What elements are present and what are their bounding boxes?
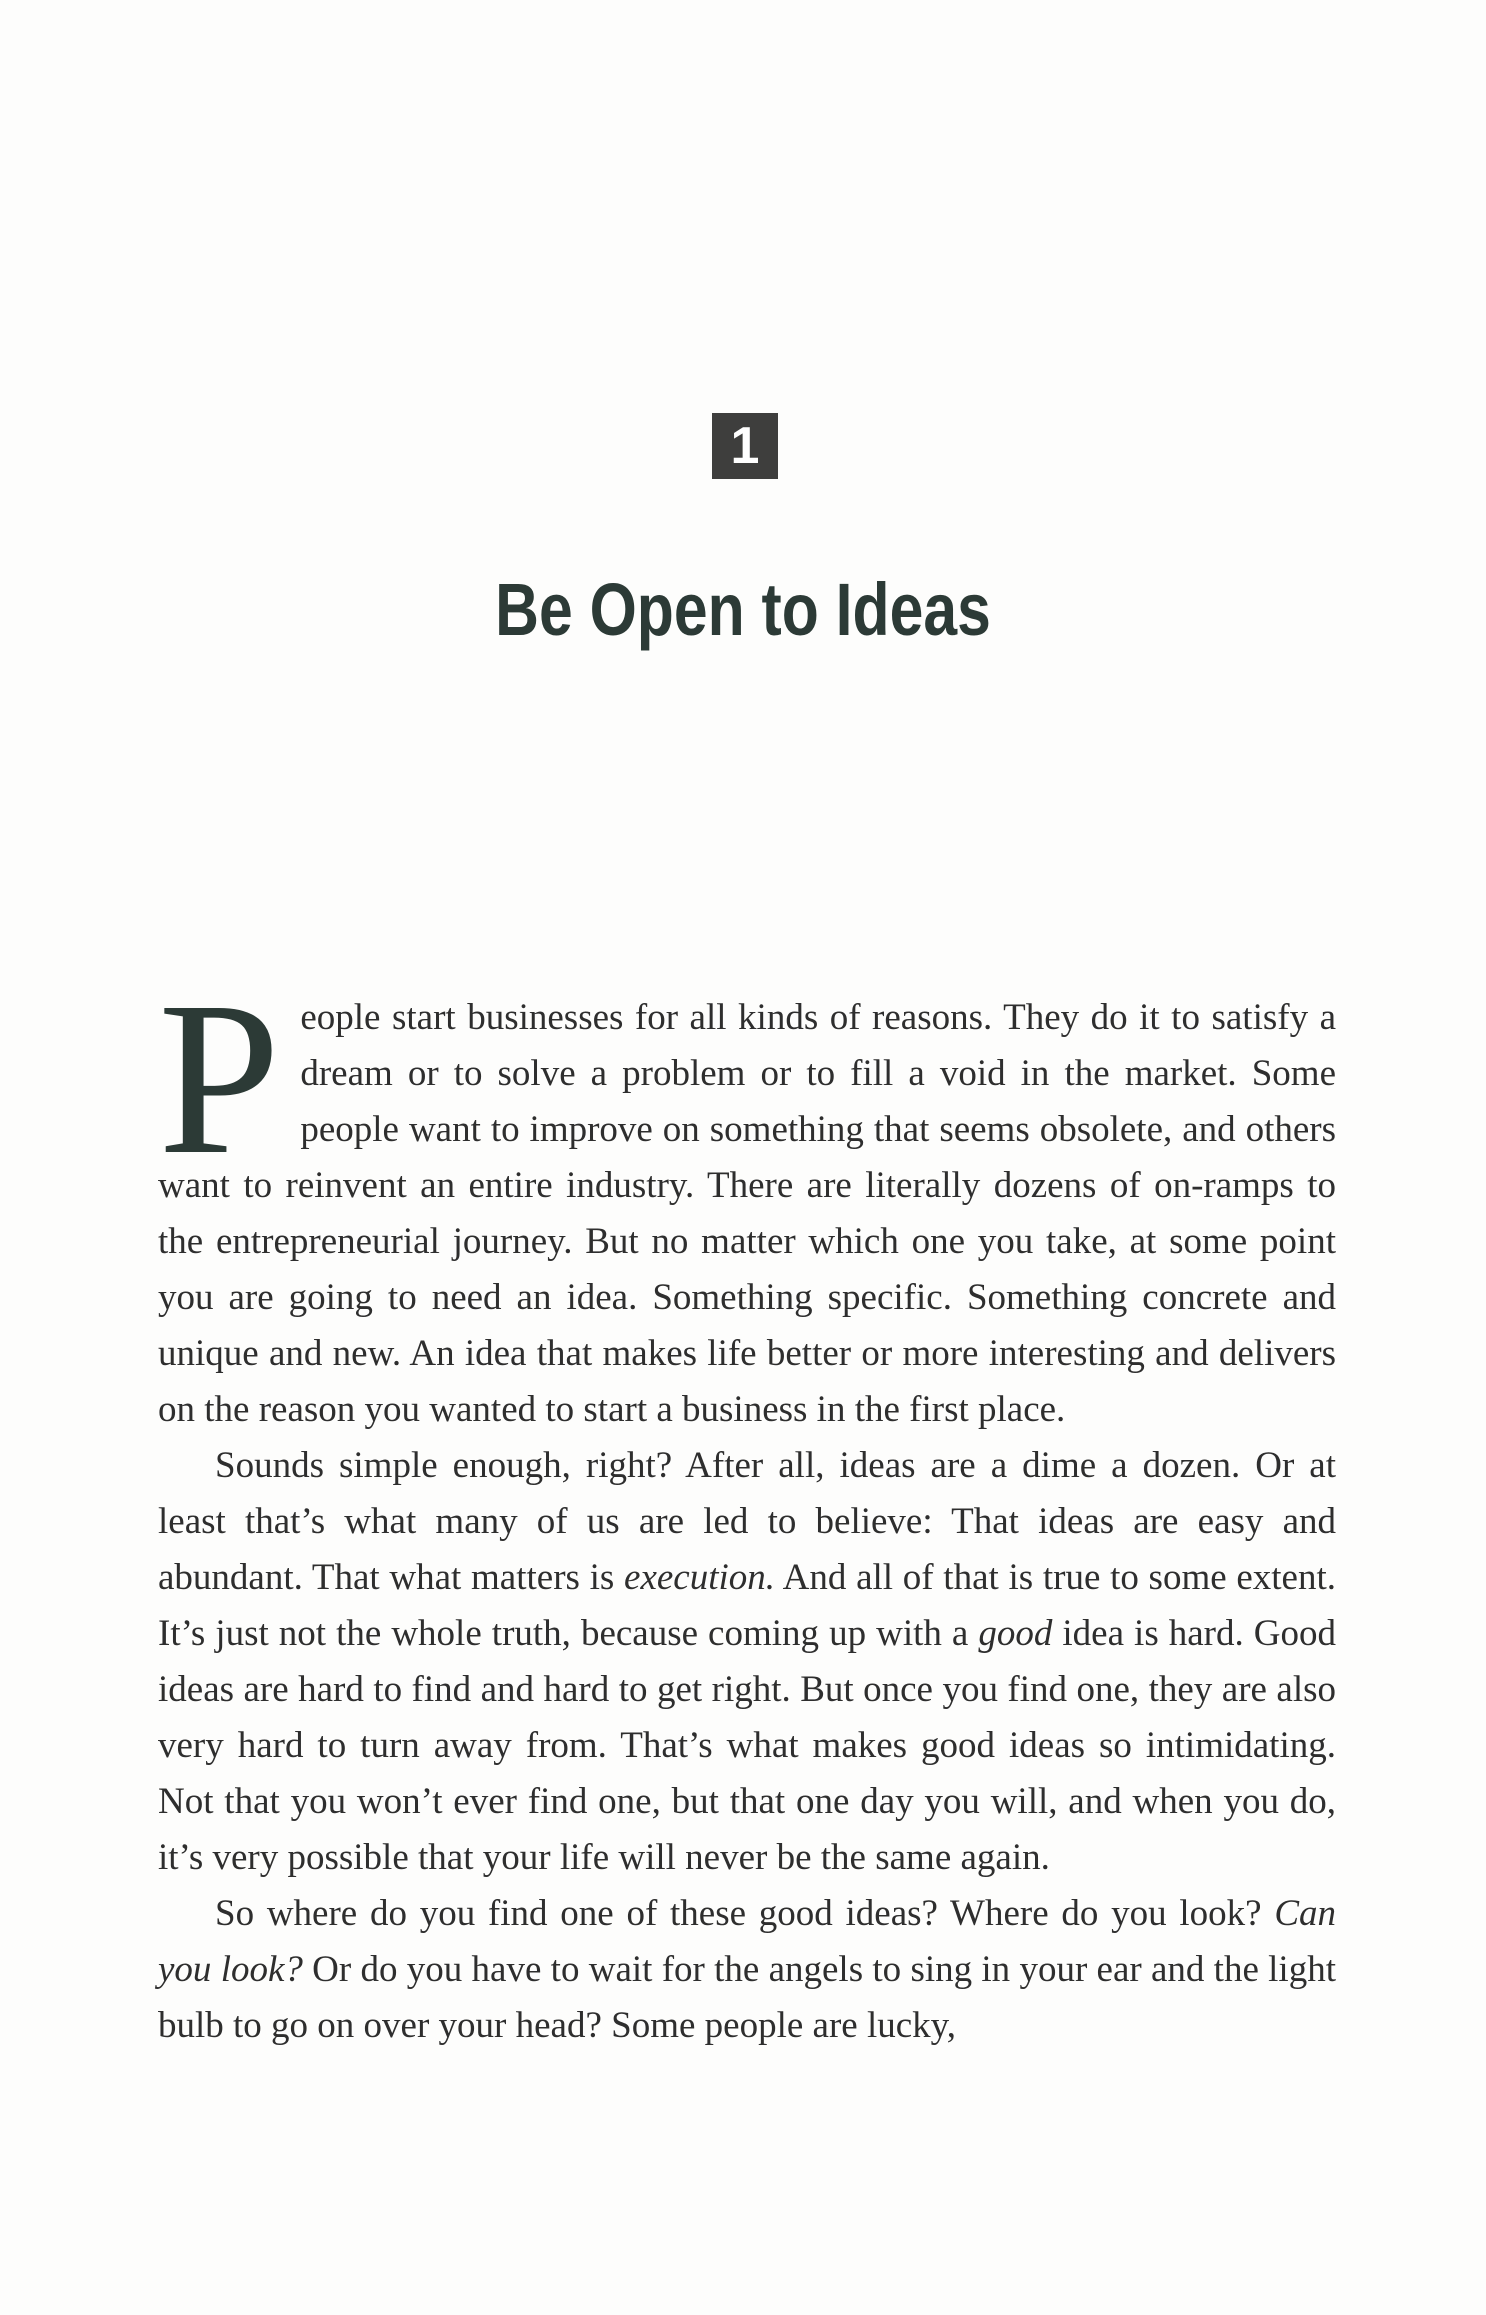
- paragraph-2: [158, 1438, 1336, 1886]
- chapter-title: Be Open to Ideas: [495, 568, 991, 651]
- emphasis-can-you-look: Can you look?: [158, 1893, 1336, 1990]
- body-text: [158, 956, 1337, 2054]
- paragraph-1-text: eople start businesses for all kinds of reasons. They do it to satisfy a dream or to solve a problem or to fill a void in the market. Some people want to improve on something that seems obsolete, and others want to reinvent an entire industry. There are literally dozens of on-ramps to the entrepreneurial journey. But no matter which one you take, at some point you are going to need an idea. Something specific. Something concrete and unique and new. An idea that makes life better or more interesting and delivers on the reason you wanted to start a business in the first place.: [158, 997, 1336, 1430]
- paragraph-3-text-b: Or do you have to wait for the angels to sing in your ear and the light bulb to go on over your head? Some people are lucky,: [158, 1949, 1336, 2046]
- emphasis-execution: execution.: [624, 1557, 776, 1598]
- chapter-number-box: 1: [712, 413, 778, 479]
- paragraph-3: [158, 1886, 1336, 2054]
- drop-cap: P: [158, 956, 281, 1200]
- emphasis-good: good: [978, 1613, 1053, 1654]
- paragraph-2-text-b: And all of that is true to some extent. It’s just not the whole truth, because coming up with a: [158, 1557, 1337, 1654]
- paragraph-2-text-c: idea is hard. Good ideas are hard to find and hard to get right. But once you find one, they are also very hard to turn away from. That’s what makes good ideas so intimidating. Not that you won’t ever find one, but that one day you will, and when you do, it’s very possible that your life will never be the same again.: [158, 1613, 1336, 1878]
- paragraph-2-text-a: Sounds simple enough, right? After all, ideas are a dime a dozen. Or at least that’s what many of us are led to believe: That ideas are easy and abundant. That what matters is: [158, 1445, 1336, 1598]
- paragraph-1: [158, 956, 1336, 1438]
- paragraph-3-text-a: So where do you find one of these good ideas? Where do you look?: [215, 1893, 1275, 1934]
